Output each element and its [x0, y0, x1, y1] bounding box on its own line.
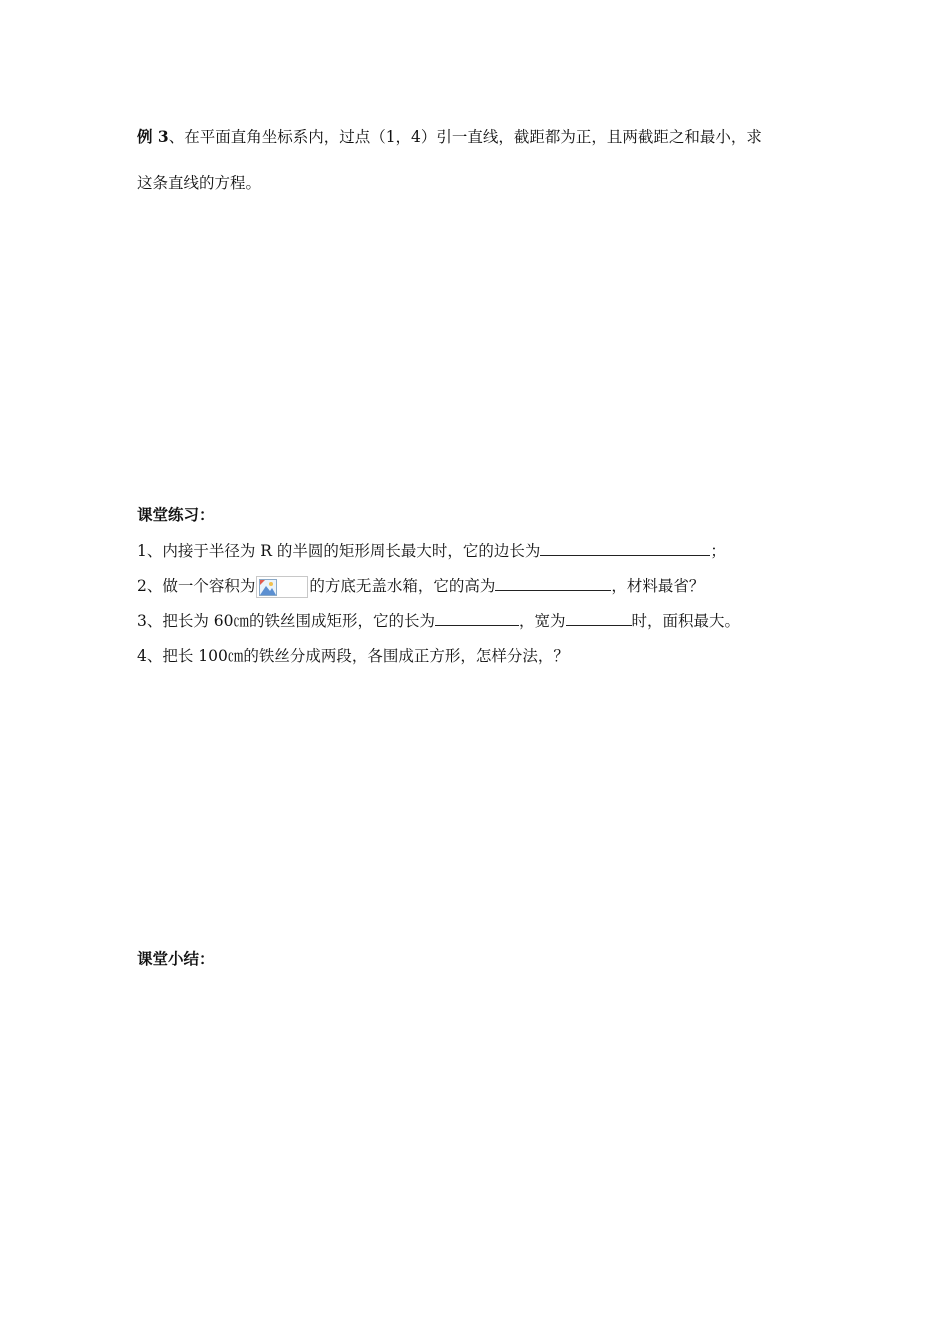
example-3-text-1: 、在平面直角坐标系内，过点（1，4）引一直线，截距都为正，且两截距之和最小，求 — [168, 128, 762, 146]
practice-heading: 课堂练习： — [137, 505, 215, 524]
example-3-label: 例 3 — [137, 127, 169, 146]
q2-mid: 的方底无盖水箱，它的高为 — [309, 577, 496, 595]
q3-length-blank — [435, 609, 519, 626]
q3-end: 时，面积最大。 — [631, 612, 741, 630]
q2-answer-blank — [495, 574, 611, 591]
summary-heading: 课堂小结： — [137, 949, 215, 968]
example-3-line-1 — [137, 126, 762, 148]
q1-end: ； — [710, 542, 726, 560]
q2-prefix: 2、做一个容积为 — [137, 577, 256, 595]
practice-question-2 — [137, 574, 704, 598]
q1-text: 1、内接于半径为 R 的半圆的矩形周长最大时，它的边长为 — [137, 542, 541, 560]
practice-question-3 — [137, 609, 740, 632]
example-3-text-2: 这条直线的方程。 — [137, 174, 262, 192]
q3-width-blank — [566, 609, 632, 626]
q2-end: ，材料最省？ — [611, 577, 705, 595]
broken-image-icon — [256, 576, 308, 598]
q3-prefix: 3、把长为 60㎝的铁丝围成矩形，它的长为 — [137, 612, 436, 630]
practice-question-1 — [137, 539, 726, 562]
q1-answer-blank — [540, 539, 710, 556]
example-3-line-2 — [137, 172, 261, 194]
q3-mid: ，宽为 — [519, 612, 566, 630]
practice-question-4 — [137, 645, 569, 667]
q4-text: 4、把长 100㎝的铁丝分成两段，各围成正方形，怎样分法，？ — [137, 647, 569, 665]
